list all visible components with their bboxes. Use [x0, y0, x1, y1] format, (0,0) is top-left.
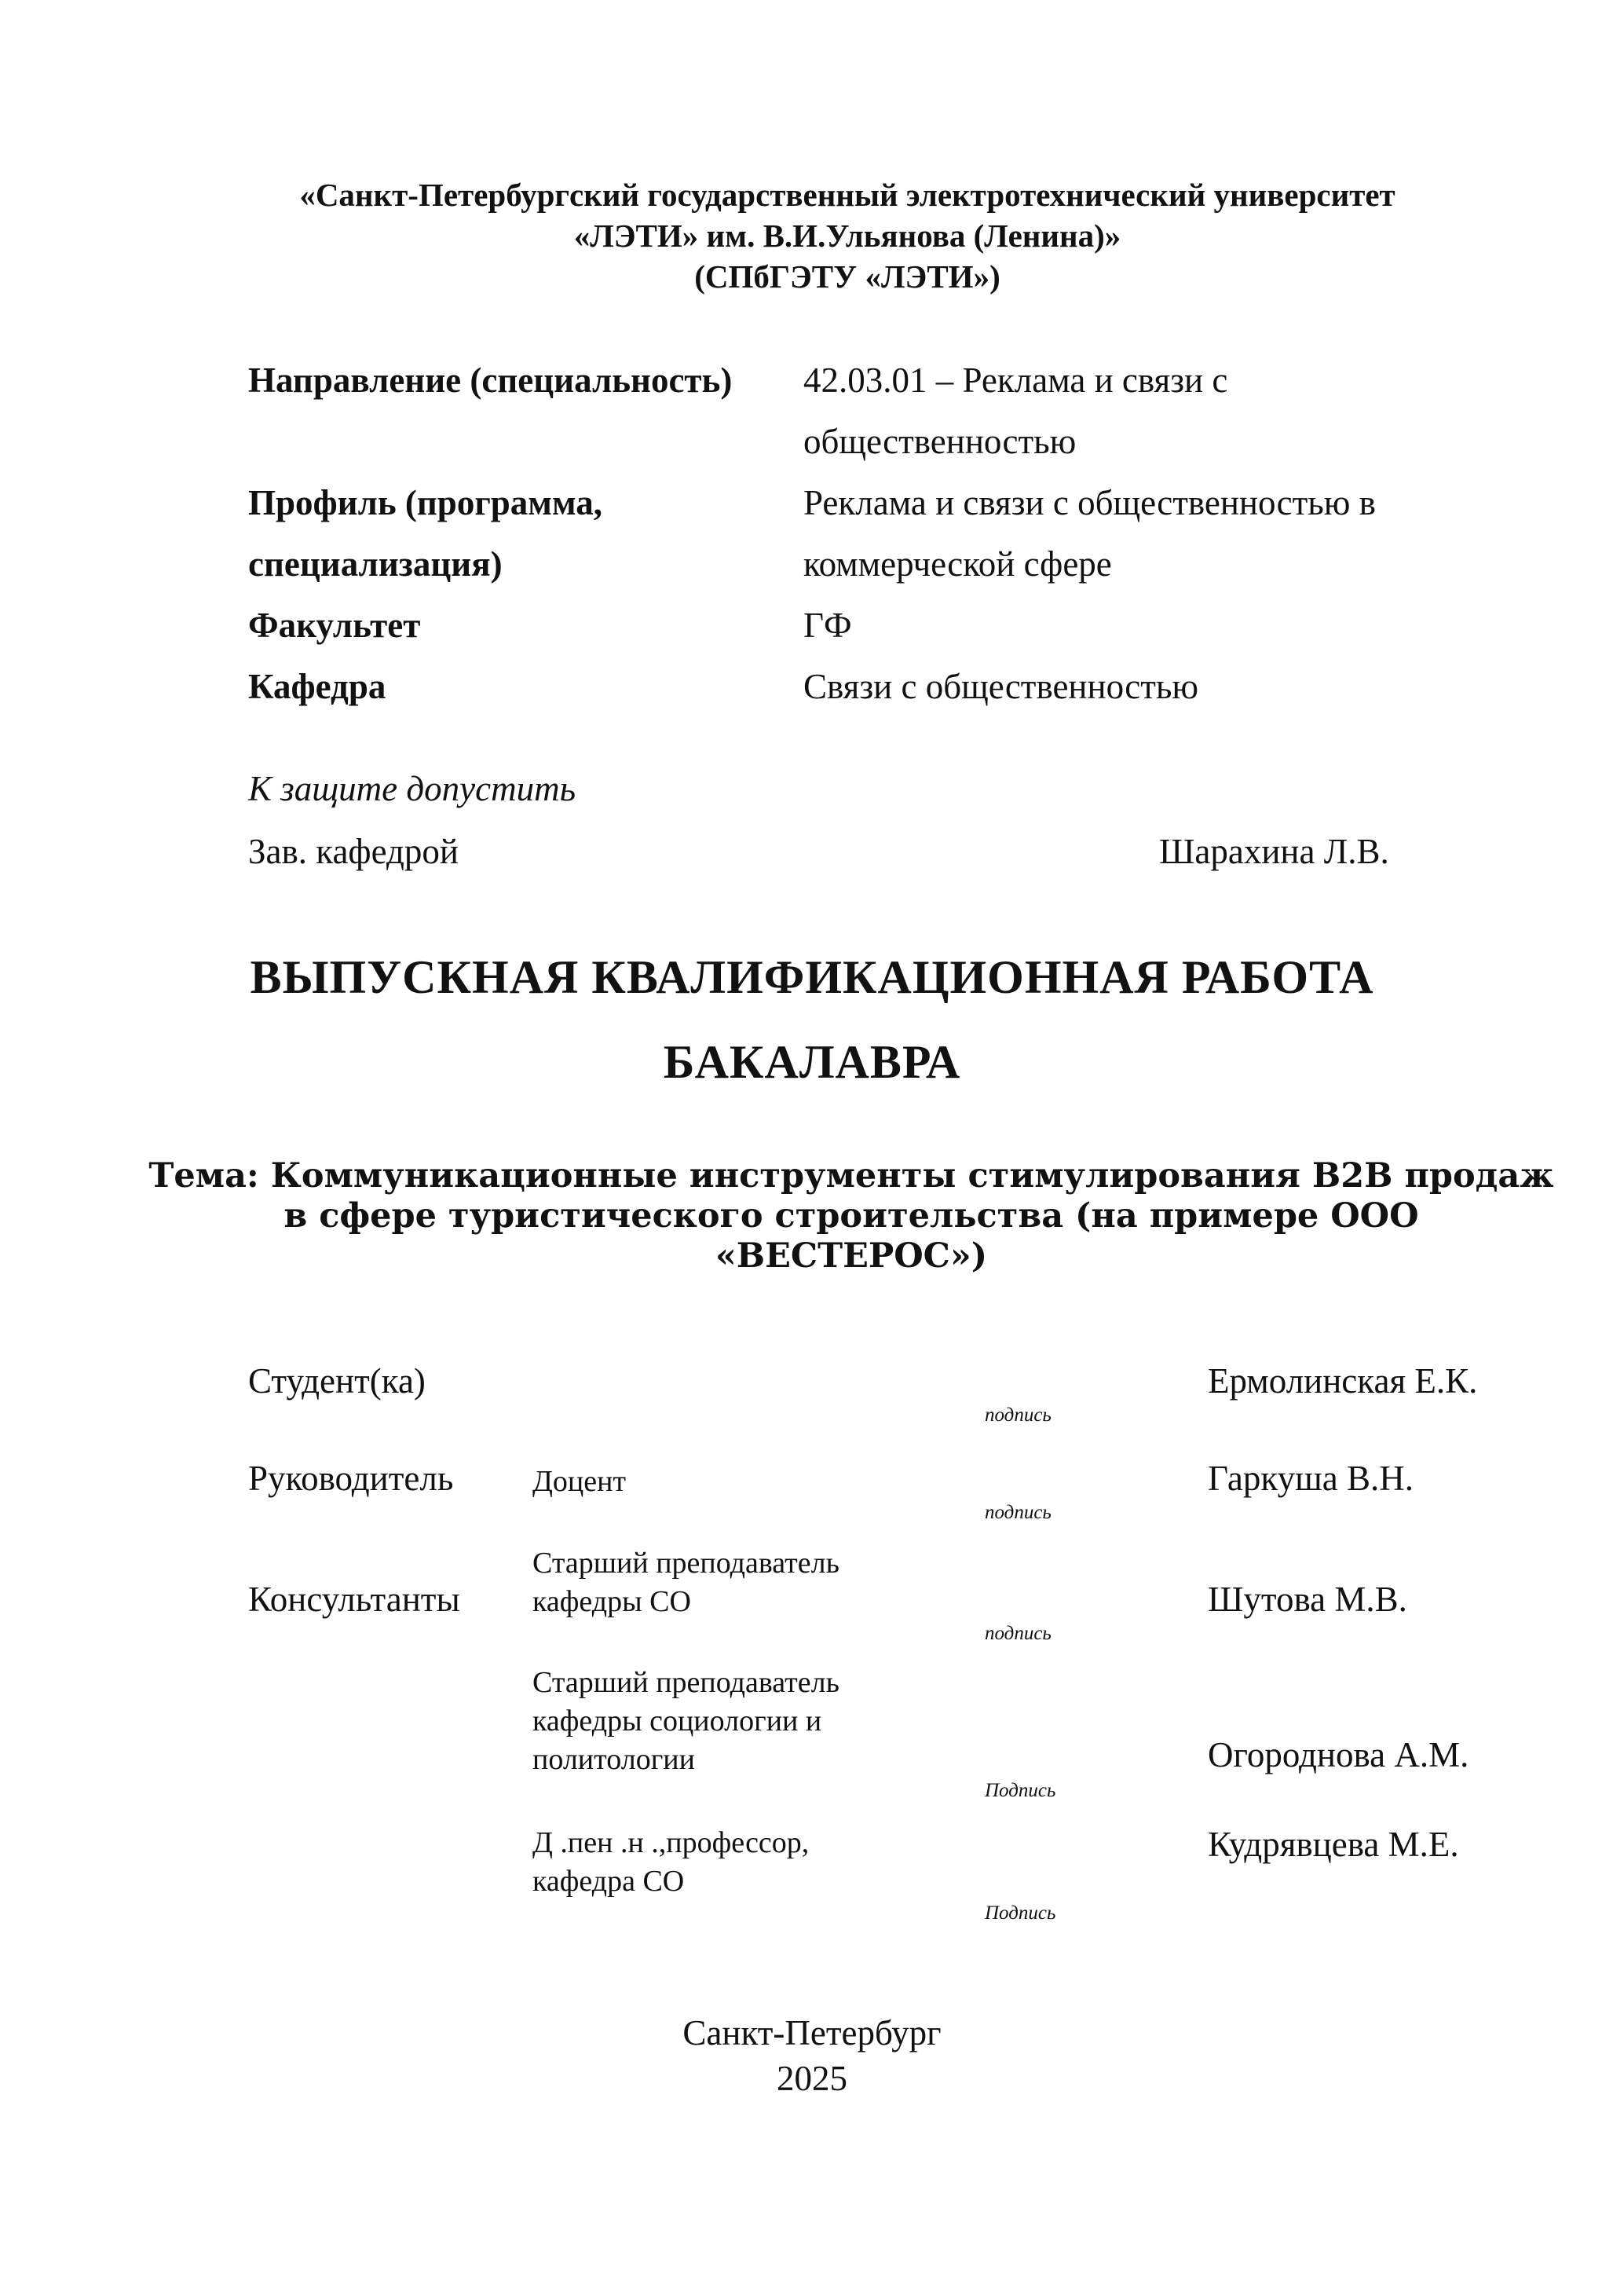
university-line-1: «Санкт-Петербургский государственный электротехнический университет [299, 177, 1395, 213]
footer-city: Санкт-Петербург [682, 2013, 942, 2052]
student-name: Ермолинская Е.К. [1208, 1361, 1478, 1401]
direction-value-line-2: общественностью [803, 422, 1077, 461]
student-label: Студент(ка) [248, 1361, 426, 1401]
consultant-2-signature-caption: Подпись [985, 1780, 1056, 1801]
profile-label-line-2: специализация) [248, 544, 503, 584]
profile-value-line-2: коммерческой сфере [803, 544, 1112, 584]
supervisor-signature-caption: подпись [985, 1502, 1052, 1523]
head-of-department-name: Шарахина Л.В. [1159, 832, 1389, 871]
consultant-2-position-line-2: кафедры социологии и [532, 1705, 822, 1738]
profile-label-line-1: Профиль (программа, [248, 483, 603, 522]
department-label: Кафедра [248, 667, 386, 706]
thesis-title-line-2: БАКАЛАВРА [663, 1036, 961, 1088]
consultant-3-position-line-2: кафедра СО [532, 1865, 685, 1898]
supervisor-name: Гаркуша В.Н. [1208, 1459, 1414, 1498]
university-line-3: (СПбГЭТУ «ЛЭТИ») [694, 258, 1000, 295]
faculty-value: ГФ [803, 606, 852, 645]
consultant-1-position-line-1: Старший преподаватель [532, 1547, 839, 1580]
admission-text: К защите допустить [248, 769, 576, 808]
university-header [0, 174, 1624, 297]
consultants-label: Консультанты [248, 1580, 460, 1619]
consultant-3-name: Кудрявцева М.Е. [1208, 1825, 1459, 1864]
faculty-label: Факультет [248, 606, 421, 645]
consultant-3-position-line-1: Д .пен .н .,профессор, [532, 1826, 810, 1859]
university-line-2: «ЛЭТИ» им. В.И.Ульянова (Ленина)» [573, 218, 1121, 254]
supervisor-position: Доцент [532, 1465, 627, 1498]
consultant-1-name: Шутова М.В. [1208, 1580, 1407, 1619]
head-of-department-label: Зав. кафедрой [248, 832, 459, 871]
thesis-theme [0, 1156, 1624, 1276]
theme-line-3: «ВЕСТЕРОС») [715, 1236, 988, 1276]
consultant-3-signature-caption: Подпись [985, 1902, 1056, 1924]
theme-line-2: в сфере туристического строительства (на примере ООО [283, 1196, 1419, 1236]
thesis-title-line-1: ВЫПУСКНАЯ КВАЛИФИКАЦИОННАЯ РАБОТА [250, 951, 1374, 1003]
theme-line-1: Тема: Коммуникационные инструменты стимулирования B2B продаж [148, 1156, 1554, 1196]
direction-value-line-1: 42.03.01 – Реклама и связи с [803, 361, 1228, 400]
supervisor-label: Руководитель [248, 1459, 454, 1498]
student-signature-caption: подпись [985, 1404, 1052, 1426]
department-value: Связи с общественностью [803, 667, 1198, 706]
consultant-2-position-line-3: политологии [532, 1743, 695, 1776]
footer-year: 2025 [777, 2059, 847, 2098]
direction-label: Направление (специальность) [248, 361, 733, 400]
consultant-2-name: Огороднова А.М. [1208, 1735, 1469, 1774]
consultant-2-position-line-1: Старший преподаватель [532, 1666, 839, 1699]
consultant-1-position-line-2: кафедры СО [532, 1585, 691, 1618]
profile-value-line-1: Реклама и связи с общественностью в [803, 483, 1376, 522]
consultant-1-signature-caption: подпись [985, 1623, 1052, 1644]
